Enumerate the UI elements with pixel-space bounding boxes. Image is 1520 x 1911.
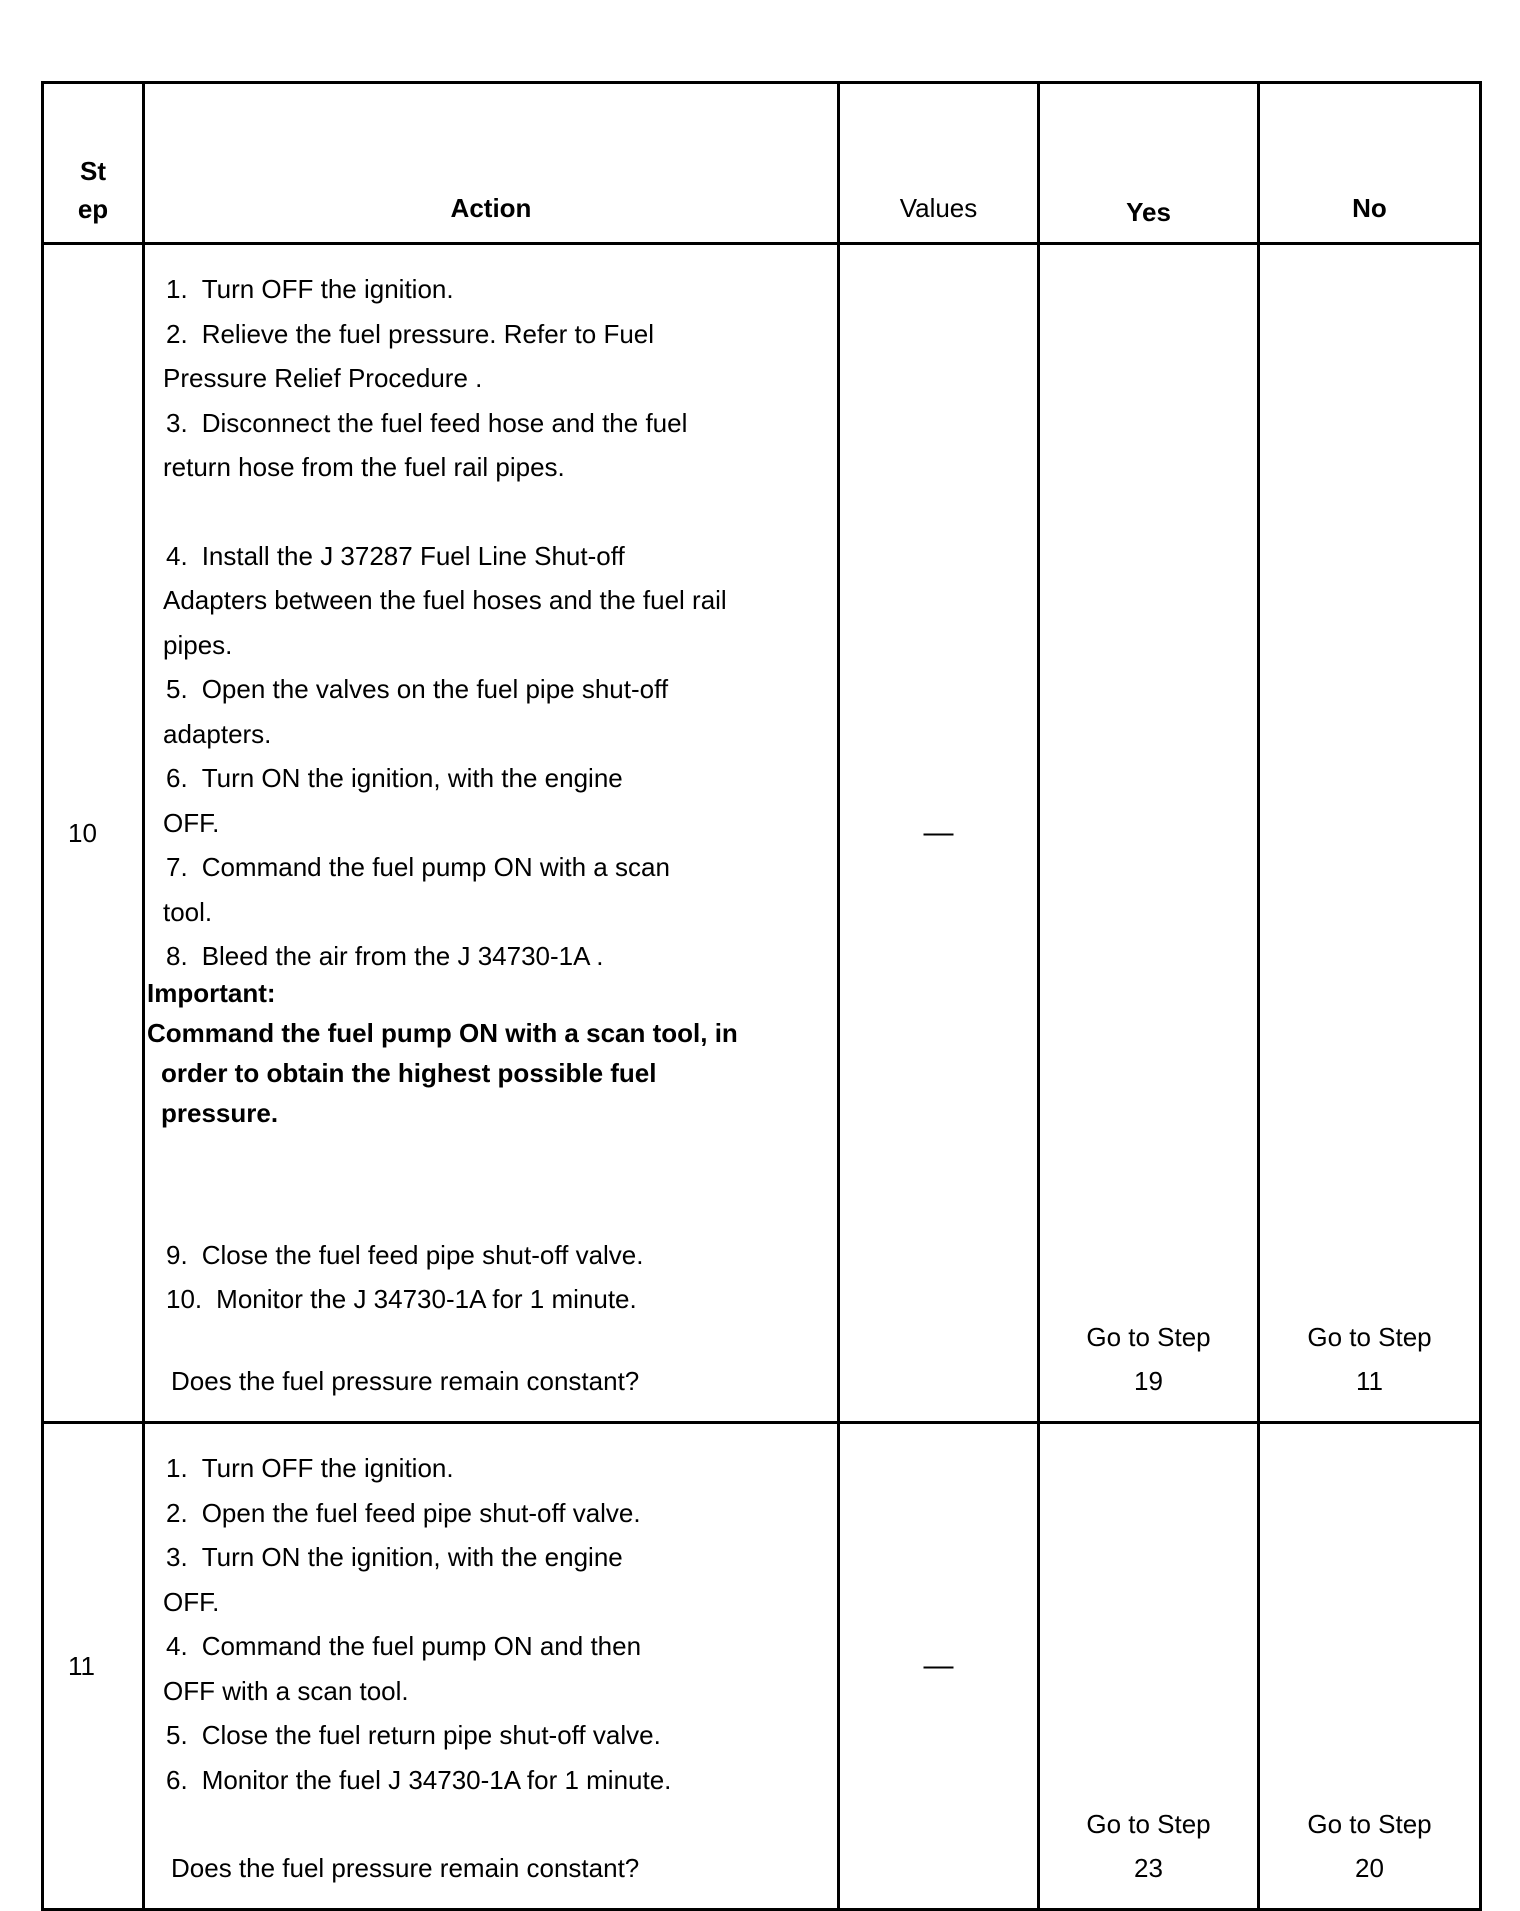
action-cell [144, 1423, 839, 1910]
action-step: 4. Command the fuel pump ON and then [166, 1631, 642, 1661]
no-goto-label: Go to Step [1307, 1322, 1432, 1352]
no-result-cell [1259, 1423, 1481, 1910]
action-step: 8. Bleed the air from the J 34730-1A . [166, 941, 604, 971]
table-row [43, 244, 1481, 1423]
yes-goto-step: 19 [1134, 1366, 1163, 1396]
important-label: Important: [147, 977, 276, 1008]
action-step-continuation: OFF. [163, 1586, 220, 1617]
action-step: 6. Monitor the fuel J 34730-1A for 1 minute. [166, 1764, 672, 1795]
action-step: 7. Command the fuel pump ON with a scan [166, 852, 670, 882]
action-step-continuation: Pressure Relief Procedure . [163, 363, 483, 393]
diagnostic-procedure-table [41, 81, 1482, 1911]
no-goto-step: 20 [1355, 1853, 1384, 1883]
yes-goto-label: Go to Step [1086, 1809, 1211, 1839]
action-step: 2. Open the fuel feed pipe shut-off valve. [166, 1497, 641, 1528]
yes-goto-step: 23 [1134, 1853, 1163, 1883]
action-step: 4. Install the J 37287 Fuel Line Shut-off [166, 540, 625, 571]
step-column-header [43, 83, 144, 244]
action-column-header: Action [144, 83, 839, 244]
action-cell [144, 244, 839, 1423]
no-result-cell [1259, 244, 1481, 1423]
yes-result-cell [1039, 244, 1259, 1423]
action-step: 5. Close the fuel return pipe shut-off valve. [166, 1720, 661, 1750]
important-text-line: Command the fuel pump ON with a scan tool, in [147, 1017, 738, 1048]
step-header-line1: St [80, 156, 106, 186]
values-cell: — [839, 1423, 1039, 1910]
yes-goto-label: Go to Step [1086, 1322, 1211, 1352]
table-row [43, 1423, 1481, 1910]
action-step: 2. Relieve the fuel pressure. Refer to Fuel [166, 318, 655, 349]
action-step: 10. Monitor the J 34730-1A for 1 minute. [166, 1284, 637, 1314]
action-step-continuation: Adapters between the fuel hoses and the fuel rail [163, 585, 727, 615]
important-text-line: order to obtain the highest possible fuel [161, 1057, 657, 1088]
action-step: 1. Turn OFF the ignition. [166, 274, 454, 304]
no-goto-step: 11 [1356, 1366, 1383, 1396]
action-step: 3. Disconnect the fuel feed hose and the fuel [166, 407, 688, 438]
no-goto-label: Go to Step [1307, 1809, 1432, 1839]
action-step-continuation: OFF. [163, 807, 220, 838]
action-step: 6. Turn ON the ignition, with the engine [166, 763, 623, 793]
values-column-header: Values [839, 83, 1039, 244]
action-step-continuation: adapters. [163, 718, 272, 749]
important-text-line: pressure. [161, 1097, 279, 1128]
values-cell: — [839, 244, 1039, 1423]
action-step-continuation: return hose from the fuel rail pipes. [163, 452, 565, 482]
step-number: 10 [43, 244, 144, 1423]
action-step: 1. Turn OFF the ignition. [166, 1453, 454, 1483]
action-step: 5. Open the valves on the fuel pipe shut-off [166, 674, 669, 704]
action-step-continuation: tool. [163, 896, 213, 927]
step-header-line2: ep [77, 194, 109, 224]
action-question: Does the fuel pressure remain constant? [171, 1853, 640, 1883]
step-number: 11 [43, 1423, 144, 1910]
yes-column-header: Yes [1039, 83, 1259, 244]
action-step: 3. Turn ON the ignition, with the engine [166, 1542, 623, 1572]
table-header-row [43, 83, 1481, 244]
action-step-continuation: pipes. [163, 629, 233, 660]
yes-result-cell [1039, 1423, 1259, 1910]
action-question: Does the fuel pressure remain constant? [171, 1366, 640, 1396]
action-step-continuation: OFF with a scan tool. [163, 1675, 409, 1706]
action-step: 9. Close the fuel feed pipe shut-off valve. [166, 1239, 644, 1270]
no-column-header: No [1259, 83, 1481, 244]
important-note [147, 973, 825, 1133]
